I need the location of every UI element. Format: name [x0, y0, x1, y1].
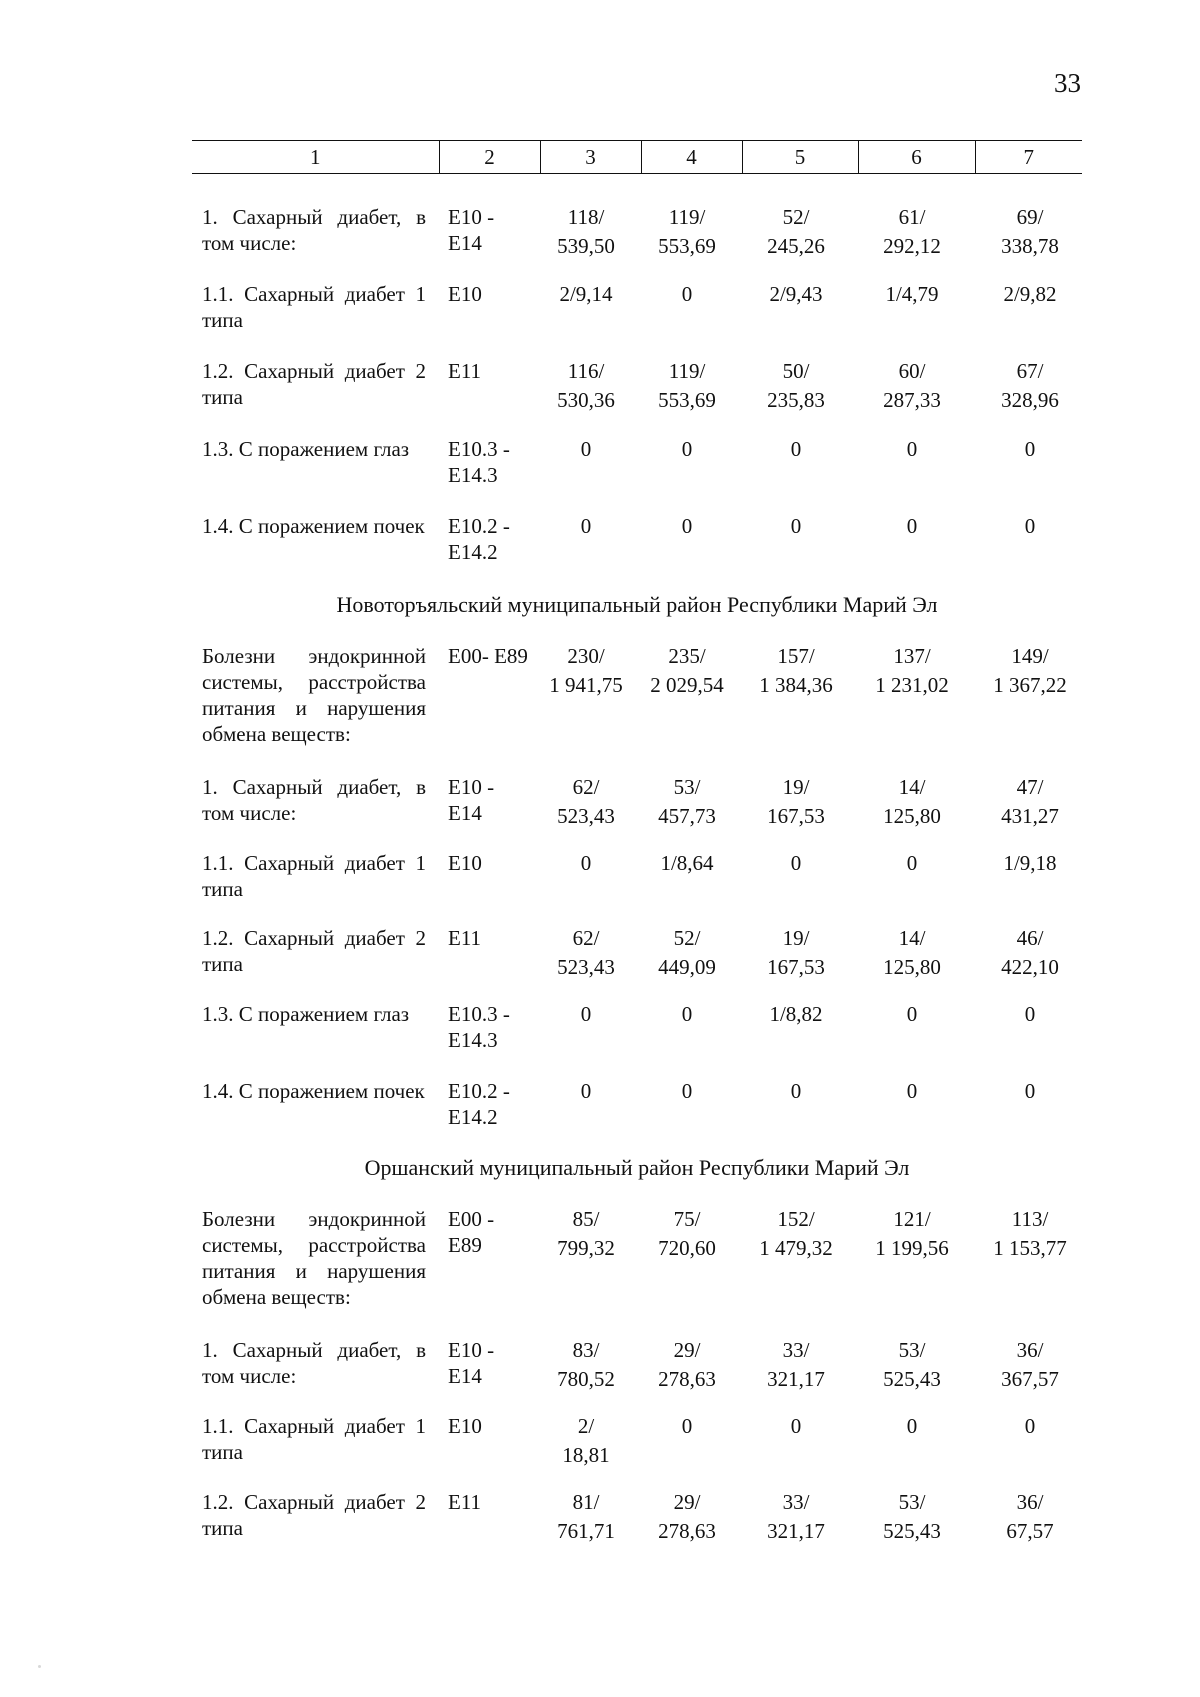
indicator-name: 1.4. С поражением почек: [202, 514, 425, 538]
value-line: 0: [906, 1079, 918, 1103]
value-line: 36/: [1016, 1338, 1044, 1362]
icd-code: Е10.3 - Е14.3: [448, 1002, 510, 1052]
value-line: 525,43: [883, 1367, 941, 1391]
value-line: 0: [790, 437, 802, 461]
column-number-header: [192, 140, 1082, 174]
indicator-name: 1.2. Сахарный диабет 2 типа: [202, 926, 426, 976]
icd-code: Е10: [448, 282, 482, 306]
value-cell: [852, 1489, 972, 1544]
section-title: Оршанский муниципальный район Республики Марий Эл: [364, 1155, 910, 1180]
value-cell: [736, 1413, 856, 1439]
value-line: 67/: [1016, 359, 1044, 383]
indicator-name: 1.1. Сахарный диабет 1 типа: [202, 1414, 426, 1464]
value-line: 1 479,32: [759, 1236, 833, 1260]
value-line: 525,43: [883, 1519, 941, 1543]
value-line: 338,78: [1001, 234, 1059, 258]
value-line: 81/: [572, 1490, 600, 1514]
value-line: 0: [1024, 437, 1036, 461]
value-line: 152/: [777, 1207, 815, 1231]
value-cell: [736, 1337, 856, 1392]
value-cell: [736, 925, 856, 980]
value-line: 287,33: [883, 388, 941, 412]
value-cell: [736, 281, 856, 307]
value-line: 119/: [668, 359, 706, 383]
value-line: 83/: [572, 1338, 600, 1362]
value-line: 0: [790, 514, 802, 538]
value-cell: [736, 643, 856, 698]
icd-code: Е00- Е89: [448, 644, 528, 668]
value-line: 1 231,02: [875, 673, 949, 697]
value-cell: [970, 850, 1090, 876]
value-line: 33/: [782, 1338, 810, 1362]
value-line: 457,73: [658, 804, 716, 828]
column-number: 4: [641, 141, 742, 174]
value-line: 422,10: [1001, 955, 1059, 979]
value-line: 1/8,82: [769, 1002, 823, 1026]
value-cell: [852, 925, 972, 980]
page-number: 33: [1054, 68, 1081, 98]
value-cell: [970, 1078, 1090, 1104]
value-cell: [736, 1001, 856, 1027]
value-line: 2/: [577, 1414, 595, 1438]
value-line: 235/: [668, 644, 706, 668]
indicator-name: 1. Сахарный диабет, в том числе:: [202, 1338, 426, 1388]
value-cell: [736, 513, 856, 539]
value-cell: [852, 774, 972, 829]
value-line: 0: [906, 1414, 918, 1438]
value-line: 0: [681, 1002, 693, 1026]
value-line: 118/: [567, 205, 605, 229]
value-cell: [970, 774, 1090, 829]
value-line: 0: [906, 1002, 918, 1026]
value-line: 2/9,43: [769, 282, 823, 306]
value-line: 137/: [893, 644, 931, 668]
icd-code: Е10 - Е14: [448, 205, 495, 255]
icd-code: Е10.3 - Е14.3: [448, 437, 510, 487]
value-line: 113/: [1011, 1207, 1049, 1231]
value-line: 75/: [673, 1207, 701, 1231]
value-cell: [970, 436, 1090, 462]
value-line: 0: [580, 851, 592, 875]
value-cell: [627, 1078, 747, 1104]
value-line: 62/: [572, 775, 600, 799]
value-cell: [852, 1078, 972, 1104]
value-line: 0: [1024, 514, 1036, 538]
value-line: 1/8,64: [660, 851, 714, 875]
value-cell: [736, 436, 856, 462]
value-line: 19/: [782, 775, 810, 799]
column-number: 7: [975, 141, 1082, 174]
value-line: 278,63: [658, 1519, 716, 1543]
value-cell: [970, 643, 1090, 698]
value-cell: [852, 281, 972, 307]
column-number: 2: [439, 141, 540, 174]
value-line: 799,32: [557, 1236, 615, 1260]
value-line: 62/: [572, 926, 600, 950]
value-line: 1 199,56: [875, 1236, 949, 1260]
value-line: 47/: [1016, 775, 1044, 799]
icd-code: Е10: [448, 851, 482, 875]
value-line: 85/: [572, 1207, 600, 1231]
value-line: 121/: [893, 1207, 931, 1231]
indicator-name: 1.3. С поражением глаз: [202, 437, 410, 461]
value-line: 431,27: [1001, 804, 1059, 828]
value-line: 292,12: [883, 234, 941, 258]
value-cell: [627, 204, 747, 259]
value-line: 0: [1024, 1414, 1036, 1438]
icd-code: Е10.2 - Е14.2: [448, 514, 510, 564]
value-line: 278,63: [658, 1367, 716, 1391]
icd-code: Е10 - Е14: [448, 1338, 495, 1388]
value-line: 367,57: [1001, 1367, 1059, 1391]
value-cell: [970, 513, 1090, 539]
value-line: 14/: [898, 926, 926, 950]
icd-code: Е10: [448, 1414, 482, 1438]
indicator-name: 1.1. Сахарный диабет 1 типа: [202, 851, 426, 901]
value-line: 19/: [782, 926, 810, 950]
value-line: 69/: [1016, 205, 1044, 229]
value-line: 1 153,77: [993, 1236, 1067, 1260]
value-line: 53/: [898, 1490, 926, 1514]
value-line: 2/9,82: [1003, 282, 1057, 306]
indicator-name: 1.4. С поражением почек: [202, 1079, 425, 1103]
value-line: 780,52: [557, 1367, 615, 1391]
value-line: 0: [681, 1414, 693, 1438]
value-line: 61/: [898, 205, 926, 229]
value-line: 328,96: [1001, 388, 1059, 412]
value-line: 36/: [1016, 1490, 1044, 1514]
value-line: 235,83: [767, 388, 825, 412]
value-cell: [970, 1001, 1090, 1027]
value-line: 149/: [1011, 644, 1049, 668]
icd-code: Е11: [448, 359, 482, 383]
value-line: 245,26: [767, 234, 825, 258]
value-line: 0: [906, 851, 918, 875]
icd-code: Е00 - Е89: [448, 1207, 495, 1257]
value-cell: [627, 436, 747, 462]
indicator-name: 1.2. Сахарный диабет 2 типа: [202, 359, 426, 409]
value-line: 0: [790, 1079, 802, 1103]
value-line: 720,60: [658, 1236, 716, 1260]
scan-speck: [38, 1665, 41, 1668]
value-line: 2/9,14: [559, 282, 613, 306]
value-cell: [627, 281, 747, 307]
value-cell: [970, 204, 1090, 259]
value-line: 523,43: [557, 804, 615, 828]
column-number: 6: [858, 141, 975, 174]
value-cell: [736, 774, 856, 829]
value-line: 0: [580, 437, 592, 461]
value-line: 2 029,54: [650, 673, 724, 697]
value-line: 1 367,22: [993, 673, 1067, 697]
value-cell: [852, 1337, 972, 1392]
value-cell: [627, 1206, 747, 1261]
value-line: 52/: [782, 205, 810, 229]
value-line: 46/: [1016, 926, 1044, 950]
value-line: 29/: [673, 1490, 701, 1514]
indicator-name: 1.3. С поражением глаз: [202, 1002, 410, 1026]
value-cell: [852, 643, 972, 698]
value-cell: [970, 281, 1090, 307]
value-line: 0: [1024, 1002, 1036, 1026]
value-line: 523,43: [557, 955, 615, 979]
value-cell: [852, 850, 972, 876]
value-line: 0: [681, 282, 693, 306]
value-cell: [627, 513, 747, 539]
value-cell: [736, 204, 856, 259]
value-cell: [970, 358, 1090, 413]
value-cell: [970, 1206, 1090, 1261]
value-line: 1 384,36: [759, 673, 833, 697]
value-cell: [970, 1489, 1090, 1544]
value-line: 0: [790, 851, 802, 875]
value-line: 321,17: [767, 1519, 825, 1543]
value-line: 553,69: [658, 234, 716, 258]
value-cell: [970, 1337, 1090, 1392]
value-line: 33/: [782, 1490, 810, 1514]
value-cell: [852, 1001, 972, 1027]
indicator-name: Болезни эндокринной системы, расстройства питания и нарушения обмена веществ:: [202, 644, 426, 746]
value-line: 167,53: [767, 955, 825, 979]
value-line: 0: [790, 1414, 802, 1438]
value-cell: [852, 1413, 972, 1439]
value-line: 157/: [777, 644, 815, 668]
value-line: 0: [1024, 1079, 1036, 1103]
value-line: 0: [681, 514, 693, 538]
value-cell: [627, 1337, 747, 1392]
indicator-name: 1. Сахарный диабет, в том числе:: [202, 775, 426, 825]
value-line: 1/4,79: [885, 282, 939, 306]
value-line: 1/9,18: [1003, 851, 1057, 875]
value-cell: [736, 1206, 856, 1261]
value-line: 449,09: [658, 955, 716, 979]
column-number: 3: [540, 141, 641, 174]
value-line: 167,53: [767, 804, 825, 828]
value-line: 125,80: [883, 955, 941, 979]
indicator-name: 1. Сахарный диабет, в том числе:: [202, 205, 426, 255]
value-line: 52/: [673, 926, 701, 950]
value-cell: [852, 1206, 972, 1261]
value-cell: [852, 436, 972, 462]
value-cell: [627, 1413, 747, 1439]
icd-code: Е10.2 - Е14.2: [448, 1079, 510, 1129]
value-cell: [627, 358, 747, 413]
value-line: 53/: [673, 775, 701, 799]
value-cell: [736, 850, 856, 876]
icd-code: Е10 - Е14: [448, 775, 495, 825]
value-cell: [627, 774, 747, 829]
value-line: 0: [681, 437, 693, 461]
indicator-name: 1.2. Сахарный диабет 2 типа: [202, 1490, 426, 1540]
value-cell: [736, 1078, 856, 1104]
value-line: 1 941,75: [549, 673, 623, 697]
value-cell: [627, 1489, 747, 1544]
value-line: 125,80: [883, 804, 941, 828]
value-line: 14/: [898, 775, 926, 799]
value-line: 0: [580, 1002, 592, 1026]
value-line: 0: [580, 1079, 592, 1103]
indicator-name: Болезни эндокринной системы, расстройства питания и нарушения обмена веществ:: [202, 1207, 426, 1309]
value-cell: [970, 925, 1090, 980]
value-cell: [736, 358, 856, 413]
value-line: 0: [580, 514, 592, 538]
value-line: 67,57: [1006, 1519, 1054, 1543]
icd-code: Е11: [448, 1490, 482, 1514]
value-cell: [627, 643, 747, 698]
value-line: 530,36: [557, 388, 615, 412]
value-line: 116/: [567, 359, 605, 383]
value-cell: [627, 925, 747, 980]
value-cell: [627, 850, 747, 876]
value-line: 539,50: [557, 234, 615, 258]
value-line: 60/: [898, 359, 926, 383]
value-line: 18,81: [562, 1443, 610, 1467]
value-line: 119/: [668, 205, 706, 229]
value-line: 0: [906, 514, 918, 538]
value-line: 50/: [782, 359, 810, 383]
column-number: 1: [192, 141, 439, 174]
column-number: 5: [742, 141, 858, 174]
value-cell: [852, 204, 972, 259]
value-line: 761,71: [557, 1519, 615, 1543]
value-line: 0: [681, 1079, 693, 1103]
value-cell: [627, 1001, 747, 1027]
value-line: 230/: [567, 644, 605, 668]
value-line: 0: [906, 437, 918, 461]
indicator-name: 1.1. Сахарный диабет 1 типа: [202, 282, 426, 332]
value-line: 553,69: [658, 388, 716, 412]
value-line: 321,17: [767, 1367, 825, 1391]
value-line: 53/: [898, 1338, 926, 1362]
value-cell: [852, 513, 972, 539]
value-line: 29/: [673, 1338, 701, 1362]
icd-code: Е11: [448, 926, 482, 950]
value-cell: [736, 1489, 856, 1544]
section-title: Новоторъяльский муниципальный район Республики Марий Эл: [336, 592, 938, 617]
value-cell: [852, 358, 972, 413]
value-cell: [970, 1413, 1090, 1439]
